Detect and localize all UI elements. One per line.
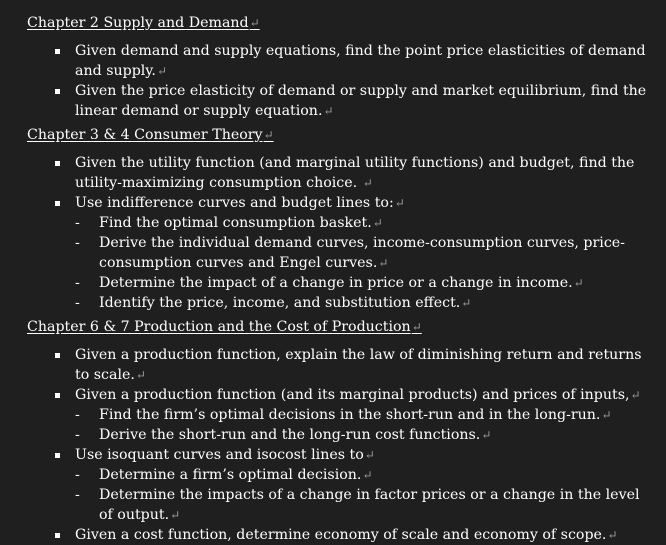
section-chapter-2	[27, 13, 657, 121]
paragraph-mark: ↵	[263, 128, 274, 142]
section-chapter-3-4	[27, 125, 657, 313]
paragraph-mark: ↵	[573, 276, 584, 290]
list-item: Given demand and supply equations, find the point price elasticities of demand and supply.↵	[27, 41, 657, 81]
dash-list	[27, 465, 657, 525]
paragraph-mark: ↵	[364, 448, 375, 462]
list-item: Given the utility function (and marginal utility functions) and budget, find the utility-maximizing consumption choice. ↵	[27, 153, 657, 193]
paragraph-mark: ↵	[249, 16, 260, 30]
bullet-list	[27, 153, 657, 213]
sub-item: - Find the optimal consumption basket.↵	[27, 213, 657, 233]
sub-item: - Identify the price, income, and substitution effect.↵	[27, 293, 657, 313]
paragraph-mark: ↵	[362, 468, 373, 482]
paragraph-mark: ↵	[372, 216, 383, 230]
paragraph-mark: ↵	[607, 528, 618, 542]
list-item: Use isoquant curves and isocost lines to↵	[27, 445, 657, 465]
sub-item: - Determine the impacts of a change in factor prices or a change in the level of output.↵	[27, 485, 657, 525]
sub-item: - Determine a firm’s optimal decision.↵	[27, 465, 657, 485]
section-heading: Chapter 6 & 7 Production and the Cost of Production↵	[27, 319, 422, 335]
paragraph-mark: ↵	[394, 196, 405, 210]
paragraph-mark: ↵	[630, 388, 641, 402]
paragraph-mark: ↵	[135, 368, 146, 382]
sub-item: - Determine the impact of a change in price or a change in income.↵	[27, 273, 657, 293]
paragraph-mark: ↵	[156, 64, 168, 78]
bullet-list	[27, 345, 657, 405]
paragraph-mark: ↵	[481, 428, 492, 442]
paragraph-mark: ↵	[601, 408, 612, 422]
paragraph-mark: ↵	[323, 104, 334, 118]
section-chapter-6-7	[27, 317, 657, 545]
dash-list	[27, 213, 657, 313]
sub-item: - Find the firm’s optimal decisions in the short-run and in the long-run.↵	[27, 405, 657, 425]
paragraph-mark: ↵	[170, 508, 181, 522]
paragraph-mark: ↵	[461, 296, 472, 310]
paragraph-mark: ↵	[362, 176, 373, 190]
list-item: Given the price elasticity of demand or supply and market equilibrium, find the linear demand or supply equation.↵	[27, 81, 657, 121]
section-heading: Chapter 3 & 4 Consumer Theory↵	[27, 127, 274, 143]
list-item: Use indifference curves and budget lines to:↵	[27, 193, 657, 213]
list-item: Given a production function (and its marginal products) and prices of inputs,↵	[27, 385, 657, 405]
paragraph-mark: ↵	[378, 256, 389, 270]
section-heading: Chapter 2 Supply and Demand↵	[27, 15, 260, 31]
sub-item: - Derive the short-run and the long-run cost functions.↵	[27, 425, 657, 445]
paragraph-mark: ↵	[411, 320, 422, 334]
dash-list	[27, 405, 657, 445]
bullet-list	[27, 41, 657, 121]
list-item: Given a production function, explain the law of diminishing return and returns to scale.↵	[27, 345, 657, 385]
document-body	[27, 13, 657, 545]
sub-item: - Derive the individual demand curves, income-consumption curves, price-consumption curves and Engel curves.↵	[27, 233, 657, 273]
bullet-list	[27, 445, 657, 465]
bullet-list	[27, 525, 657, 545]
list-item: Given a cost function, determine economy of scale and economy of scope.↵	[27, 525, 657, 545]
